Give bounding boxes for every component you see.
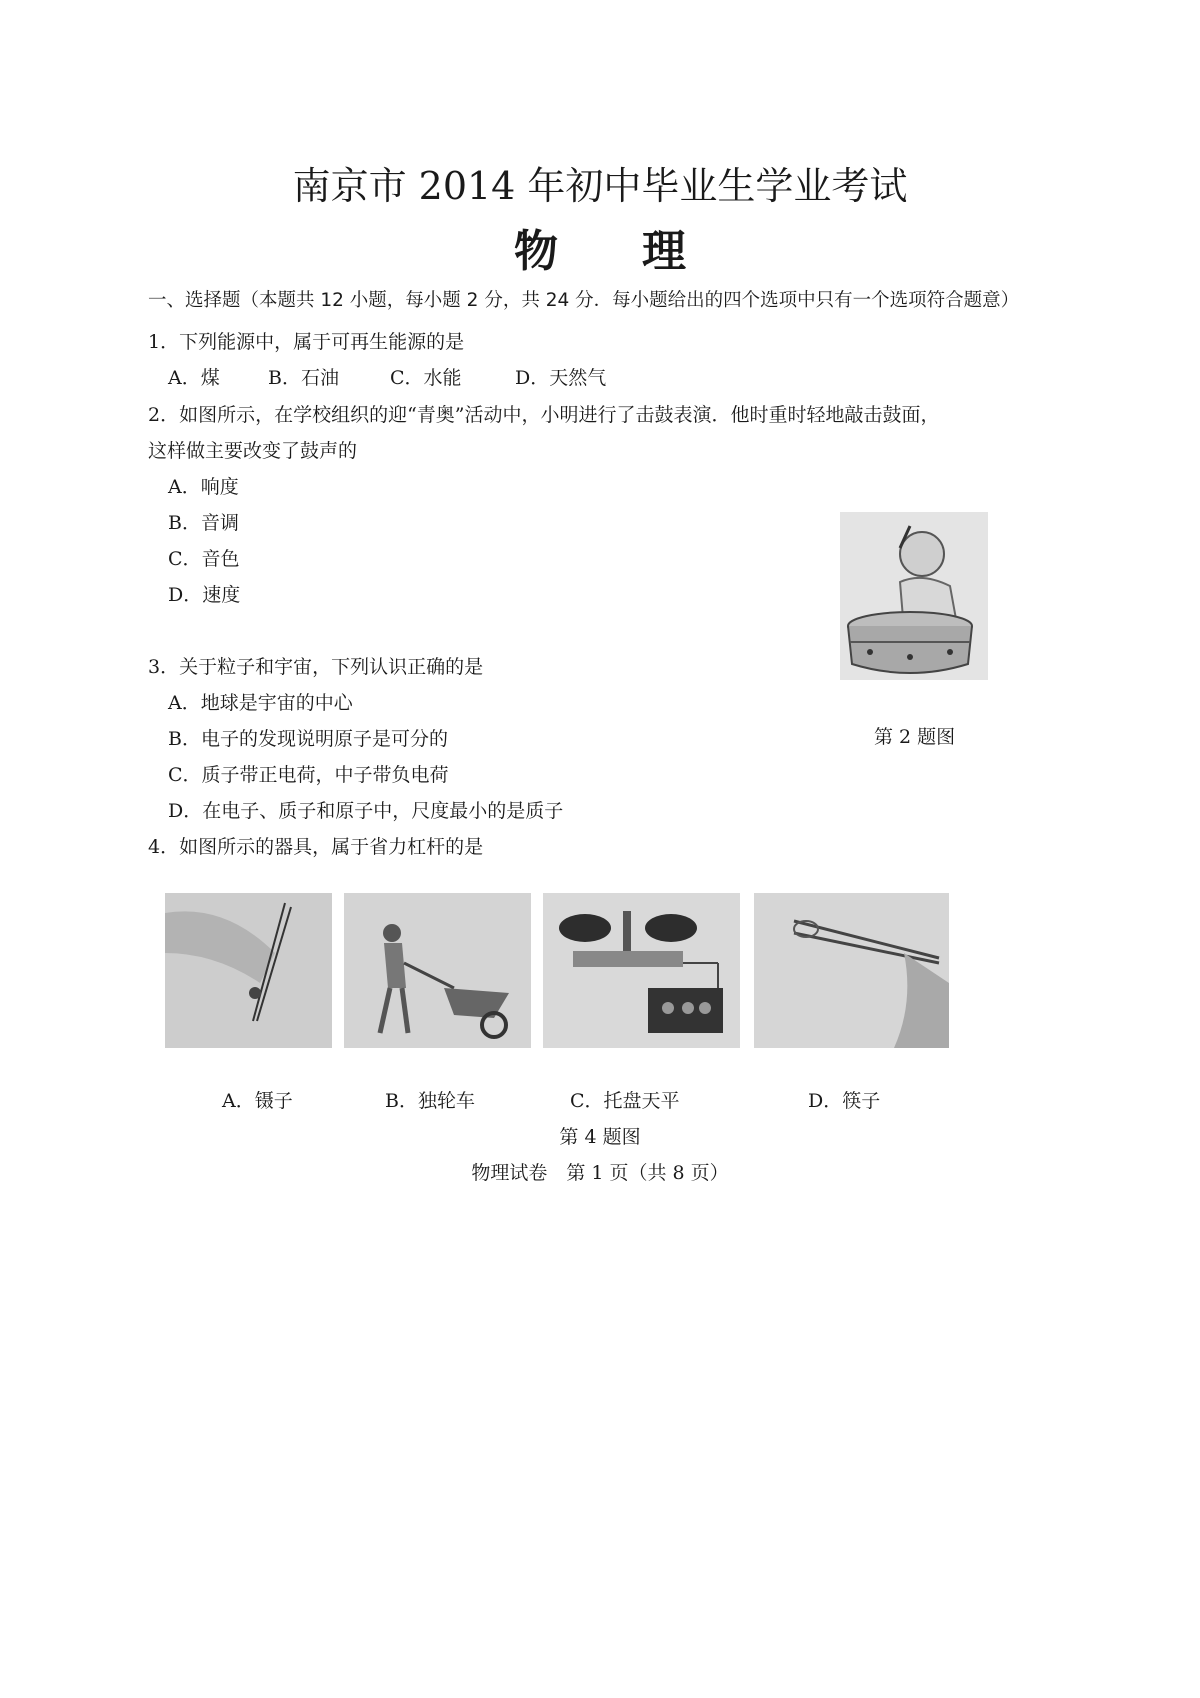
figure-caption: 第 4 题图 [559,1126,641,1148]
option: A．响度 [168,476,239,498]
balance-image [543,893,740,1048]
option: D．在电子、质子和原子中，尺度最小的是质子 [168,800,564,822]
drummer-figure [840,512,988,680]
option: A．镊子 [222,1090,293,1112]
option: D．筷子 [808,1090,881,1112]
subject-char: 理 [642,226,686,277]
wheelbarrow-image [344,893,531,1048]
option: C．质子带正电荷，中子带负电荷 [168,764,449,786]
balance-icon [543,893,740,1048]
option: C．水能 [390,367,462,389]
option: B．音调 [168,512,239,534]
question-stem: 这样做主要改变了鼓声的 [148,440,358,462]
subject-title [0,215,1200,279]
page-footer: 物理试卷 第 1 页（共 8 页） [471,1162,729,1184]
section-heading: 一、选择题（本题共 12 小题，每小题 2 分，共 24 分．每小题给出的四个选项中只有一个选项符合题意） [148,290,1020,311]
option: A．地球是宇宙的中心 [168,692,353,714]
tweezers-image [165,893,332,1048]
option: B．独轮车 [385,1090,475,1112]
question-stem: 4．如图所示的器具，属于省力杠杆的是 [148,836,484,858]
wheelbarrow-icon [344,893,531,1048]
option: B．石油 [268,367,339,389]
question-stem: 1．下列能源中，属于可再生能源的是 [148,331,465,353]
drum-icon [840,512,988,680]
question-stem: 2．如图所示，在学校组织的迎“青奥”活动中，小明进行了击鼓表演．他时重时轻地敲击鼓面， [148,404,940,426]
chopsticks-icon [754,893,949,1048]
option: D．速度 [168,584,241,606]
subject-char: 物 [514,226,558,277]
exam-title: 南京市 2014 年初中毕业生学业考试 [292,164,908,208]
question-stem: 3．关于粒子和宇宙，下列认识正确的是 [148,656,484,678]
option: C．音色 [168,548,240,570]
option: A．煤 [168,367,220,389]
tweezers-icon [165,893,332,1048]
figure-caption: 第 2 题图 [874,726,956,748]
chopsticks-image [754,893,949,1048]
option: B．电子的发现说明原子是可分的 [168,728,448,750]
option: C．托盘天平 [570,1090,680,1112]
option: D．天然气 [515,367,607,389]
